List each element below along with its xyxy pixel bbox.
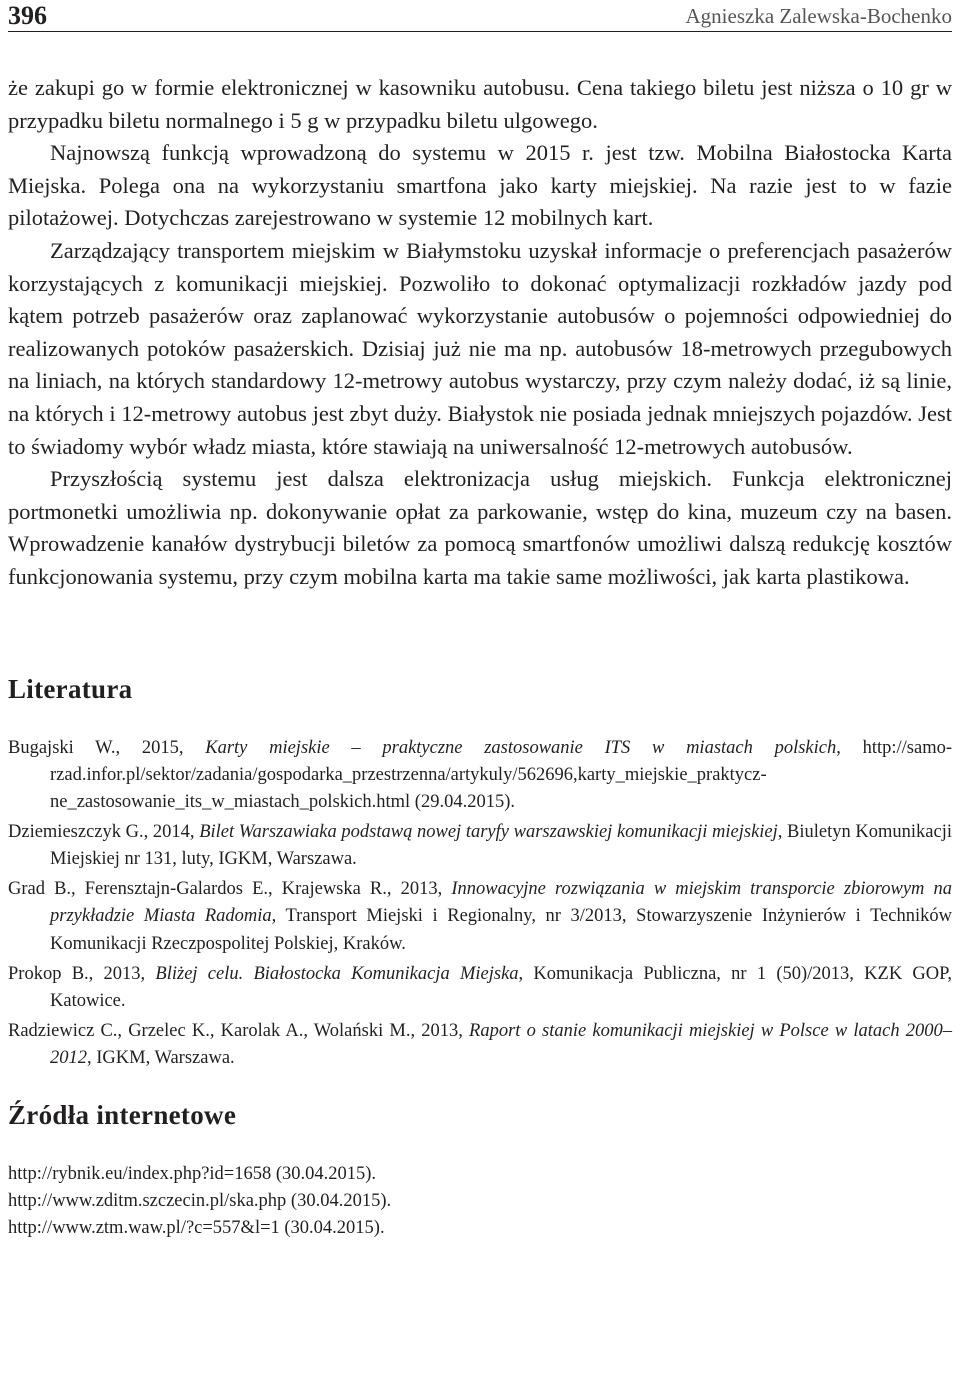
reference-source: , Biuletyn Komunikacji Miejskiej nr 131, luty, IGKM, Warszawa. [50, 821, 952, 870]
paragraph: że zakupi go w formie elektronicznej w kasowniku autobusu. Cena takiego biletu jest niższa o 10 gr w przypadku biletu normalnego i 5 g w przypadku biletu ulgowego. [8, 75, 952, 133]
reference-item [8, 961, 952, 1016]
reference-item [8, 735, 952, 817]
page-number: 396 [8, 1, 47, 30]
paragraph: Zarządzający transportem miejskim w Białymstoku uzyskał informacje o preferencjach pasażerów korzystających z komunikacji miejskiej. Pozwoliło to dokonać optymalizacji rozkładów jazdy pod kątem potrzeb pasażerów oraz zaplanować wykorzystanie autobusów o pojemności odpowiedniej do realizowanych potoków pasażerskich. Dzisiaj już nie ma np. autobusów 18-metrowych przegubowych na liniach, na których standardowy 12-metrowy autobus wystarczy, przy czym należy dodać, iż są linie, na których i 12-metrowy autobus jest zbyt duży. Białystok nie posiada jednak mniejszych pojazdów. Jest to świadomy wybór władz miasta, które stawiają na uniwersalność 12-metrowych autobusów. [8, 237, 952, 459]
paragraph: Przyszłością systemu jest dalsza elektronizacja usług miejskich. Funkcja elektronicznej portmonetki umożliwia np. dokonywanie opłat za parkowanie, wstęp do kina, muzeum czy na basen. Wprowadzenie kanałów dystrybucji biletów za pomocą smartfonów umożliwi dalszą redukcję kosztów funkcjonowania systemu, przy czym mobilna karta ma takie same możliwości, jak karta plastikowa. [8, 466, 952, 589]
reference-item [8, 1018, 952, 1073]
reference-source: , Transport Miejski i Regionalny, nr 3/2013, Stowarzyszenie Inżynierów i Techników Komunikacji Rzeczpospolitej Polskiej, Kraków. [50, 906, 953, 954]
reference-source: , IGKM, Warszawa. [87, 1048, 235, 1069]
reference-authors: Grad B., Ferensztajn-Galardos E., Krajewska R., 2013, [8, 879, 452, 900]
reference-title: Bliżej celu. Białostocka Komunikacja Miejska [155, 963, 519, 984]
paragraph: Najnowszą funkcją wprowadzoną do systemu w 2015 r. jest tzw. Mobilna Białostocka Karta Miejska. Polega ona na wykorzystaniu smartfona jako karty miejskiej. Na razie jest to w fazie pilotażowej. Dotychczas zarejestrowano w systemie 12 mobilnych kart. [8, 140, 952, 231]
reference-title: Karty miejskie – praktyczne zastosowanie ITS w miastach polskich [205, 737, 837, 758]
web-source-link[interactable]: http://www.zditm.szczecin.pl/ska.php (30.04.2015). [8, 1191, 392, 1212]
reference-authors: Prokop B., 2013, [8, 963, 156, 984]
body-text [8, 72, 952, 594]
reference-source: , http://samorzad.infor.pl/sektor/zadania/gospodarka_przestrzenna/artykuly/562696,karty_miejskie_praktyczne_zastosowanie_its_w_miastach_polskich.html (29.04.2015). [50, 737, 953, 813]
running-head-author: Agnieszka Zalewska-Bochenko [685, 4, 952, 28]
reference-title: Innowacyjne rozwiązania w miejskim transporcie zbiorowym na przykładzie Miasta Radomia [50, 879, 952, 927]
reference-item [8, 876, 952, 958]
reference-item [8, 819, 952, 874]
web-sources-list [8, 1161, 952, 1242]
reference-authors: Radziewicz C., Grzelec K., Karolak A., Wolański M., 2013, [8, 1020, 470, 1041]
reference-authors: Bugajski W., 2015, [8, 737, 206, 758]
literature-heading: Literatura [8, 673, 133, 704]
reference-title: Bilet Warszawiaka podstawą nowej taryfy warszawskiej komunikacji miejskiej [199, 821, 778, 842]
reference-authors: Dziemieszczyk G., 2014, [8, 821, 200, 842]
reference-title: Raport o stanie komunikacji miejskiej w Polsce w latach 2000–2012 [50, 1020, 952, 1069]
page-header [8, 0, 952, 32]
reference-source: , Komunikacja Publiczna, nr 1 (50)/2013, KZK GOP, Katowice. [50, 963, 953, 1011]
reference-list [8, 735, 952, 1073]
web-source-link[interactable]: http://www.ztm.waw.pl/?c=557&l=1 (30.04.2015). [8, 1218, 385, 1239]
web-sources-heading: Źródła internetowe [8, 1100, 237, 1131]
web-source-link[interactable]: http://rybnik.eu/index.php?id=1658 (30.04.2015). [8, 1164, 377, 1185]
